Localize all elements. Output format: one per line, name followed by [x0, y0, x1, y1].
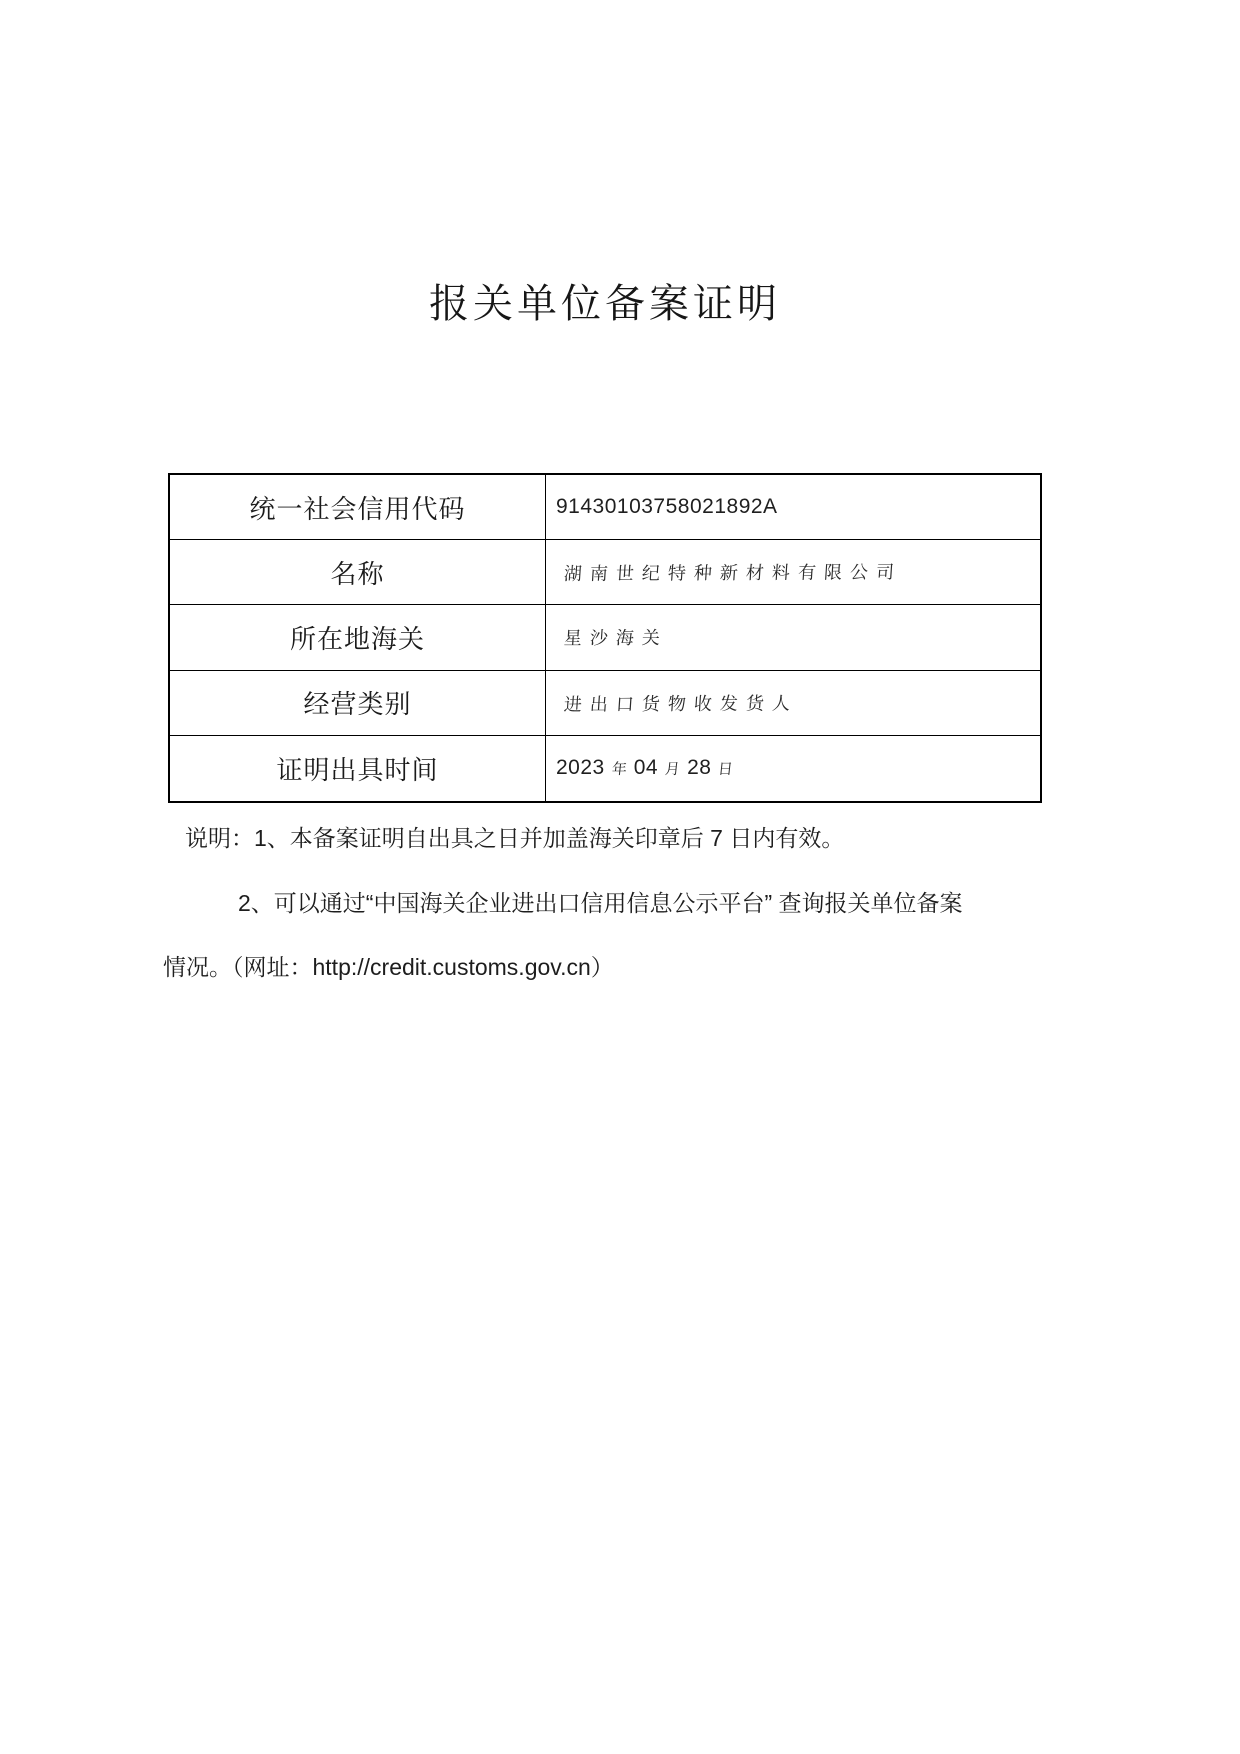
page-title: 报关单位备案证明: [429, 282, 781, 326]
issue-date-month: 04: [633, 756, 659, 780]
note-line-3: 情况。（网址：http://credit.customs.gov.cn）: [163, 954, 614, 980]
issue-date-day-unit: 日: [717, 761, 735, 779]
business-category-value: 进出口货物收发货人: [563, 693, 799, 715]
registration-table: [168, 473, 1042, 803]
issue-date-month-unit: 月: [664, 761, 681, 779]
customs-office-label: 所在地海关: [170, 605, 546, 669]
note-line-1: 说明：1、本备案证明自出具之日并加盖海关印章后 7 日内有效。: [185, 825, 845, 851]
issue-date-value: [556, 756, 733, 780]
table-row-credit-code: [170, 475, 1040, 540]
table-row-business-category: [170, 671, 1040, 736]
table-row-customs-office: [170, 605, 1040, 670]
customs-office-value: 星沙海关: [563, 628, 669, 649]
company-name-label: 名称: [170, 540, 546, 604]
company-name-value: 湖南世纪特种新材料有限公司: [563, 562, 903, 585]
issue-date-day: 28: [687, 756, 712, 780]
issue-date-year-unit: 年: [610, 761, 628, 779]
business-category-label: 经营类别: [170, 671, 546, 735]
note-line-2: 2、可以通过“中国海关企业进出口信用信息公示平台” 查询报关单位备案: [238, 890, 963, 916]
issue-date-label: 证明出具时间: [170, 736, 546, 801]
issue-date-year: 2023: [556, 756, 605, 780]
credit-code-label: 统一社会信用代码: [170, 475, 546, 539]
table-row-issue-date: [170, 736, 1040, 801]
credit-code-value: 91430103758021892A: [556, 495, 778, 519]
table-row-company-name: [170, 540, 1040, 605]
